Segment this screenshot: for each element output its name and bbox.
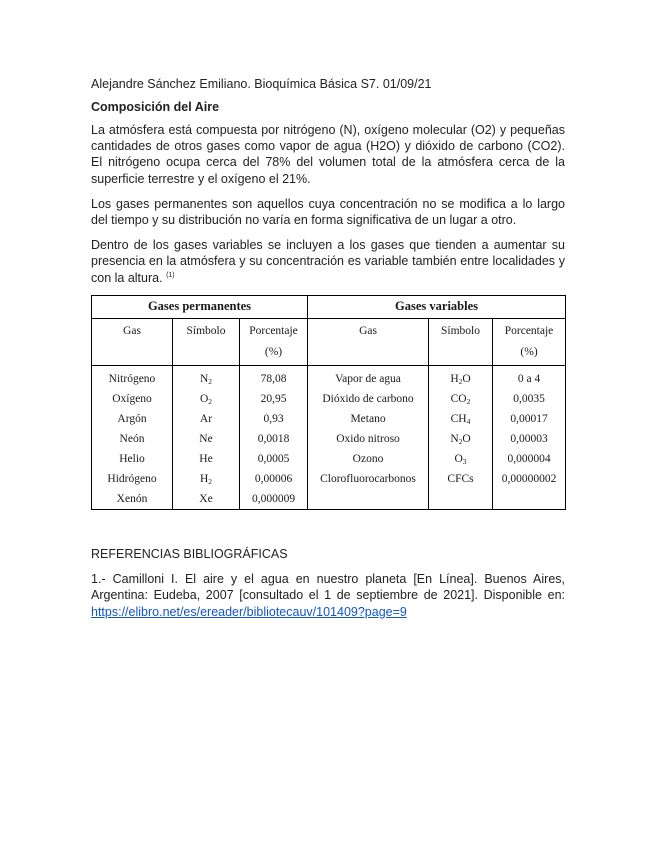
document-page bbox=[91, 76, 565, 620]
paragraph-variable-gases bbox=[91, 237, 565, 286]
permanent-gas-percent: 78,08 bbox=[240, 365, 308, 389]
empty-cell bbox=[493, 489, 566, 510]
paragraph-permanent-gases: Los gases permanentes son aquellos cuya concentración no se modifica a lo largo del tiempo y su distribución no varía en forma significativa de un lugar a otro. bbox=[91, 196, 565, 228]
col-header-symbol: Símbolo bbox=[429, 318, 493, 365]
variable-gas-percent: 0 a 4 bbox=[493, 365, 566, 389]
col-header-symbol: Símbolo bbox=[173, 318, 240, 365]
permanent-gas-percent: 0,0018 bbox=[240, 429, 308, 449]
col-header-percent: Porcentaje (%) bbox=[493, 318, 566, 365]
references-title: REFERENCIAS BIBLIOGRÁFICAS bbox=[91, 546, 288, 561]
permanent-gas-percent: 0,00006 bbox=[240, 469, 308, 489]
variable-gas-symbol: $CH_4$ bbox=[429, 409, 493, 429]
permanent-gas-percent: 0,000009 bbox=[240, 489, 308, 510]
table-group-header-row bbox=[92, 295, 566, 318]
permanent-gas-name: Helio bbox=[92, 449, 173, 469]
reference-item bbox=[91, 571, 565, 621]
variable-gas-symbol: $N_2O$ bbox=[429, 429, 493, 449]
variable-gas-name: Oxido nitroso bbox=[308, 429, 429, 449]
permanent-gas-name: Argón bbox=[92, 409, 173, 429]
variable-gas-symbol: $H_2O$ bbox=[429, 365, 493, 389]
table-row bbox=[92, 489, 566, 510]
permanent-gas-symbol: $O_2$ bbox=[173, 389, 240, 409]
permanent-gas-name: Hidrógeno bbox=[92, 469, 173, 489]
table-row bbox=[92, 389, 566, 409]
table-row bbox=[92, 469, 566, 489]
permanent-gas-symbol: He bbox=[173, 449, 240, 469]
permanent-gas-name: Xenón bbox=[92, 489, 173, 510]
variable-gas-name: Dióxido de carbono bbox=[308, 389, 429, 409]
permanent-gas-name: Oxígeno bbox=[92, 389, 173, 409]
table-column-header-row bbox=[92, 318, 566, 365]
empty-cell bbox=[429, 489, 493, 510]
paragraph-composition: La atmósfera está compuesta por nitrógeno (N), oxígeno molecular (O2) y pequeñas cantidades de otros gases como vapor de agua (H2O) y dióxido de carbono (CO2). El nitrógeno ocupa cerca del 78% del volumen total de la atmósfera cerca de la superficie terrestre y el oxígeno el 21%. bbox=[91, 123, 565, 186]
group-header-permanent: Gases permanentes bbox=[92, 295, 308, 318]
permanent-gas-symbol: Ne bbox=[173, 429, 240, 449]
reference-link[interactable]: https://elibro.net/es/ereader/bibliotecauv/101409?page=9 bbox=[91, 604, 407, 619]
table-row bbox=[92, 429, 566, 449]
footnote-mark: (1) bbox=[166, 271, 175, 279]
variable-gas-percent: 0,000004 bbox=[493, 449, 566, 469]
variable-gas-name: Metano bbox=[308, 409, 429, 429]
variable-gas-name: Clorofluorocarbonos bbox=[308, 469, 429, 489]
variable-gas-percent: 0,00000002 bbox=[493, 469, 566, 489]
permanent-gas-symbol: $H_2$ bbox=[173, 469, 240, 489]
document-header: Alejandre Sánchez Emiliano. Bioquímica Básica S7. 01/09/21 bbox=[91, 77, 432, 91]
permanent-gas-name: Nitrógeno bbox=[92, 365, 173, 389]
col-header-gas: Gas bbox=[308, 318, 429, 365]
variable-gas-name: Ozono bbox=[308, 449, 429, 469]
col-header-percent: Porcentaje (%) bbox=[240, 318, 308, 365]
section-title: Composición del Aire bbox=[91, 100, 220, 114]
table-row bbox=[92, 409, 566, 429]
permanent-gas-symbol: Xe bbox=[173, 489, 240, 510]
group-header-variable: Gases variables bbox=[308, 295, 566, 318]
table-row bbox=[92, 449, 566, 469]
variable-gas-percent: 0,0035 bbox=[493, 389, 566, 409]
permanent-gas-symbol: $N_2$ bbox=[173, 365, 240, 389]
permanent-gas-name: Neón bbox=[92, 429, 173, 449]
variable-gas-name: Vapor de agua bbox=[308, 365, 429, 389]
variable-gas-symbol: CFCs bbox=[429, 469, 493, 489]
empty-cell bbox=[308, 489, 429, 510]
variable-gas-symbol: $O_3$ bbox=[429, 449, 493, 469]
table-row bbox=[92, 365, 566, 389]
permanent-gas-percent: 0,0005 bbox=[240, 449, 308, 469]
reference-text: 1.- Camilloni I. El aire y el agua en nuestro planeta [En Línea]. Buenos Aires, Argentina: Eudeba, 2007 [consultado el 1 de septiembre de 2021]. Disponible en: bbox=[91, 571, 565, 603]
paragraph-variable-text: Dentro de los gases variables se incluyen a los gases que tienden a aumentar su presencia en la atmósfera y su concentración es variable también entre localidades y con la altura. bbox=[91, 238, 565, 285]
permanent-gas-symbol: Ar bbox=[173, 409, 240, 429]
variable-gas-percent: 0,00017 bbox=[493, 409, 566, 429]
variable-gas-percent: 0,00003 bbox=[493, 429, 566, 449]
permanent-gas-percent: 20,95 bbox=[240, 389, 308, 409]
gases-table bbox=[91, 295, 566, 510]
permanent-gas-percent: 0,93 bbox=[240, 409, 308, 429]
variable-gas-symbol: $CO_2$ bbox=[429, 389, 493, 409]
col-header-gas: Gas bbox=[92, 318, 173, 365]
